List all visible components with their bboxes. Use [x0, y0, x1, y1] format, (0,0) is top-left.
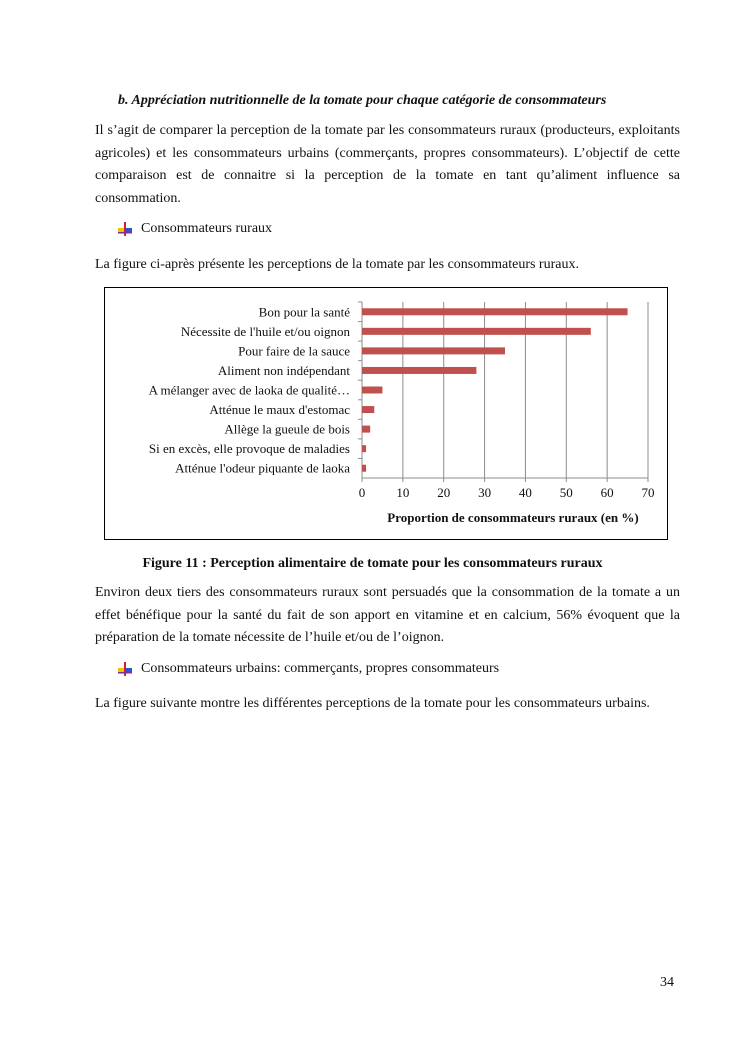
category-label: Aliment non indépendant: [217, 362, 350, 378]
bullet-urban: [118, 661, 499, 677]
bar: [362, 347, 505, 354]
bullet-rural: [118, 221, 272, 237]
bar: [362, 308, 628, 315]
category-label: Pour faire de la sauce: [238, 343, 350, 359]
bar: [362, 367, 476, 374]
bullet-rural-label: Consommateurs ruraux: [141, 221, 273, 236]
category-label: Atténue l'odeur piquante de laoka: [175, 460, 350, 476]
category-label: Atténue le maux d'estomac: [209, 402, 350, 418]
x-tick-label: 0: [358, 485, 366, 500]
x-tick-label: 30: [478, 485, 492, 500]
chart-frame: [104, 287, 668, 540]
x-tick-label: 70: [641, 485, 655, 500]
section-title: b. Appréciation nutritionnelle de la tomate pour chaque catégorie de consommateurs: [118, 93, 607, 108]
bar: [362, 426, 370, 433]
category-label: A mélanger avec de laoka de qualité…: [148, 382, 350, 398]
urban-intro: La figure suivante montre les différentes perceptions de la tomate pour les consommateurs urbains.: [95, 696, 650, 711]
figure-caption: Figure 11 : Perception alimentaire de tomate pour les consommateurs ruraux: [142, 556, 603, 571]
category-label: Bon pour la santé: [258, 304, 350, 320]
rural-perception-chart: [105, 288, 667, 539]
x-axis-title: Proportion de consommateurs ruraux (en %): [387, 510, 639, 525]
intro-paragraph: Il s’agit de comparer la perception de la tomate par les consommateurs ruraux (producteurs, exploitants agricoles) et les consommateurs urbains (commerçants, propres consommateurs). L’objectif de cette comparaison est de connaitre si la perception de la tomate en tant qu’aliment influence sa consommation.: [95, 123, 680, 206]
bar: [362, 465, 366, 472]
x-tick-label: 50: [559, 485, 573, 500]
rural-paragraph: Environ deux tiers des consommateurs ruraux sont persuadés que la consommation de la tomate a un effet bénéfique pour la santé du fait de son apport en vitamine et en calcium, 56% évoquent que la préparation de la tomate nécessite de l’huile et/ou de l’oignon.: [95, 585, 680, 645]
bar: [362, 445, 366, 452]
bullet-icon: [118, 662, 132, 676]
bar: [362, 387, 382, 394]
category-label: Si en excès, elle provoque de maladies: [148, 441, 350, 457]
bar: [362, 328, 591, 335]
bullet-icon: [118, 222, 132, 236]
category-label: Allège la gueule de bois: [224, 421, 350, 437]
x-tick-label: 40: [518, 485, 532, 500]
x-tick-label: 20: [437, 485, 451, 500]
bar: [362, 406, 374, 413]
rural-intro: La figure ci-après présente les perceptions de la tomate par les consommateurs ruraux.: [95, 257, 579, 272]
category-label: Nécessite de l'huile et/ou oignon: [180, 323, 350, 339]
x-tick-label: 60: [600, 485, 614, 500]
page-number: 34: [660, 975, 674, 990]
bullet-urban-label: Consommateurs urbains: commerçants, propres consommateurs: [141, 661, 500, 676]
x-tick-label: 10: [396, 485, 410, 500]
